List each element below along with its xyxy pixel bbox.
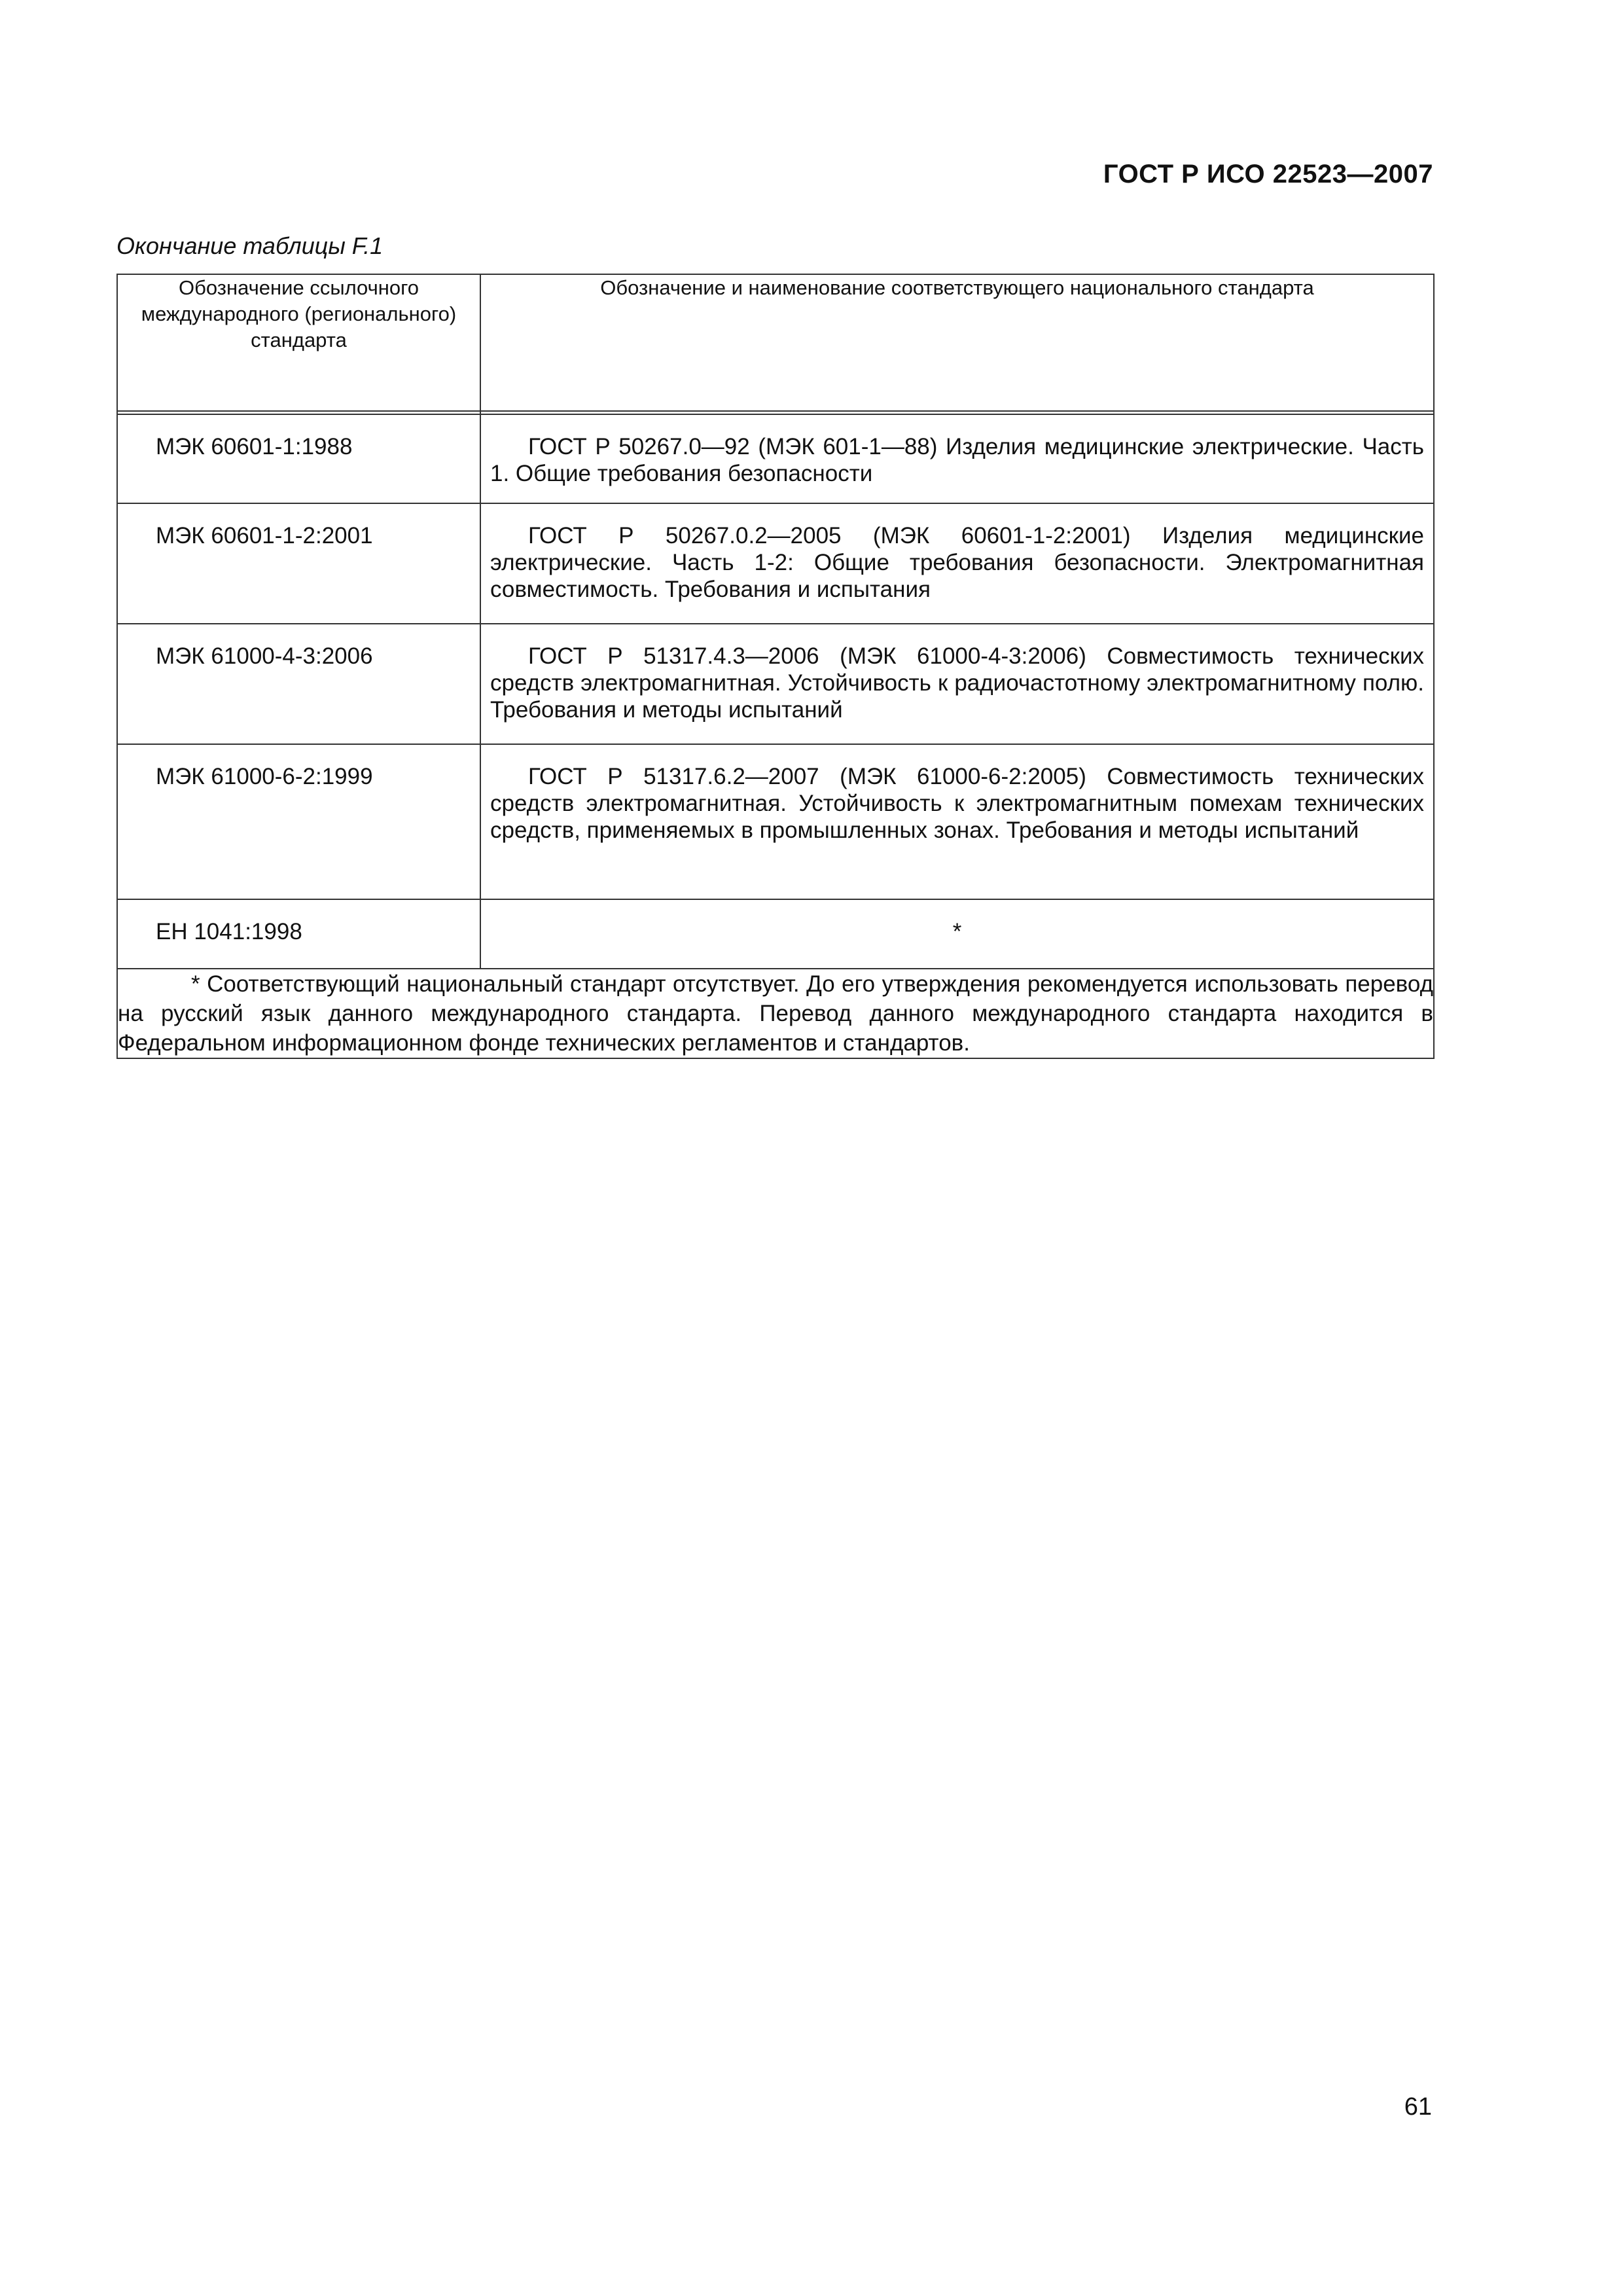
table-header-row: [117, 274, 1434, 411]
footnote-row: [117, 969, 1434, 1058]
table-caption: Окончание таблицы F.1: [116, 232, 383, 259]
footnote-text: * Соответствующий национальный стандарт отсутствует. До его утверждения рекомендуется использовать перевод на русский язык данного международного стандарта. Перевод данного международного стандарта находится в Федеральном информационном фонде технических регламентов и стандартов.: [118, 971, 1433, 1056]
national-standard-cell: *: [480, 899, 1434, 969]
table-row: [117, 503, 1434, 624]
reference-table: [116, 274, 1435, 1059]
reference-standard-cell: ЕН 1041:1998: [117, 899, 480, 969]
reference-standard-cell: МЭК 61000-4-3:2006: [117, 624, 480, 744]
table-row: [117, 899, 1434, 969]
table-row: [117, 624, 1434, 744]
table-row: [117, 744, 1434, 899]
page-number: 61: [1404, 2093, 1432, 2121]
national-standard-cell: ГОСТ Р 50267.0—92 (МЭК 601-1—88) Изделия медицинские электрические. Часть 1. Общие требования безопасности: [480, 414, 1434, 503]
reference-standard-cell: МЭК 61000-6-2:1999: [117, 744, 480, 899]
standard-code: ГОСТ Р ИСО 22523—2007: [1103, 160, 1433, 188]
reference-standard-cell: МЭК 60601-1-2:2001: [117, 503, 480, 624]
national-standard-cell: ГОСТ Р 51317.6.2—2007 (МЭК 61000-6-2:2005) Совместимость технических средств электромагнитная. Устойчивость к электромагнитным помехам технических средств, применяемых в промышленных зонах. Требования и методы испытаний: [480, 744, 1434, 899]
footnote-cell: [117, 969, 1434, 1058]
column-header-national: Обозначение и наименование соответствующего национального стандарта: [480, 274, 1434, 411]
national-standard-cell: ГОСТ Р 51317.4.3—2006 (МЭК 61000-4-3:2006) Совместимость технических средств электромагнитная. Устойчивость к радиочастотному электромагнитному полю. Требования и методы испытаний: [480, 624, 1434, 744]
column-header-reference: Обозначение ссылочного международного (регионального) стандарта: [117, 274, 480, 411]
table-row: [117, 414, 1434, 503]
national-standard-cell: ГОСТ Р 50267.0.2—2005 (МЭК 60601-1-2:2001) Изделия медицинские электрические. Часть 1-2: Общие требования безопасности. Электромагнитная совместимость. Требования и испытания: [480, 503, 1434, 624]
reference-standard-cell: МЭК 60601-1:1988: [117, 414, 480, 503]
